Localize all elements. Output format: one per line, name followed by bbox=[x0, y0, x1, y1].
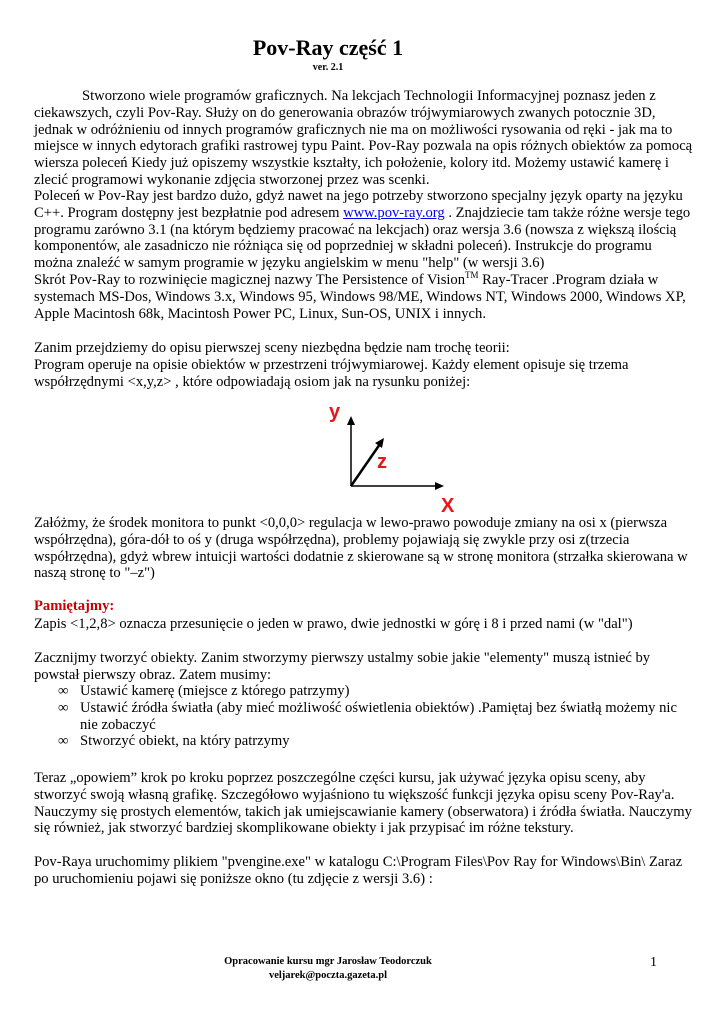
remember-heading: Pamiętajmy: bbox=[34, 598, 115, 614]
z-axis-line bbox=[351, 444, 380, 486]
commands-text-a: Poleceń w Pov-Ray jest bardzo dużo, gdyż nawet na jego potrzeby stworzono specjalny język oparty na języku C++. Program dostępny jest bezpłatnie pod adresem bbox=[34, 188, 683, 221]
bullet-mark: ∞ bbox=[58, 683, 69, 699]
bullet-mark: ∞ bbox=[58, 699, 69, 716]
z-axis-label: z bbox=[377, 451, 387, 473]
version-label: ver. 2.1 bbox=[312, 62, 344, 73]
intro-paragraph: Stworzono wiele programów graficznych. Na lekcjach Technologii Informacyjnej poznasz jeden z ciekawszych, czyli Pov-Ray. Służy on do generowania obrazów trójwymiarowych zwanych potocznie 3D, jednak w odróżnieniu od innych programów graficznych nie ma on możliwości rysowania od ręki - jak ma to miejsce w innych edytorach grafiki rastrowej typu Paint. Pov-Ray pozwala na opis różnych obiektów za pomocą wiersza poleceń Kiedy już opiszemy wszystkie kształty, ich położenie, kolory itd. Możemy ustawić kamerę i zlecić programowi wykonanie zdjęcia stworzonej przez was scenki. bbox=[34, 88, 693, 188]
trademark-sup: TM bbox=[465, 270, 479, 281]
x-axis-arrowhead bbox=[435, 482, 444, 490]
list-item: ∞ Ustawić kamerę (miejsce z którego patrzymy) bbox=[58, 683, 350, 699]
axes-diagram bbox=[314, 398, 464, 516]
commands-paragraph bbox=[34, 188, 694, 272]
povray-link[interactable]: www.pov-ray.org bbox=[343, 204, 445, 221]
y-axis-label: y bbox=[329, 401, 341, 423]
commands-text-b: . Znajdziecie tam także różne wersje tego programu zarówno 3.1 (na którym będziemy pracować na lekcjach) oraz wersja 3.6 (nowsza z większą ilością komponentów, ale zasadniczo nie różniąca się od poprzedniej w składni poleceń). Instrukcje do programu można znaleźć w samym programie w języku angielskim w menu "help" (w wersji 3.6) bbox=[34, 204, 691, 272]
page-number: 1 bbox=[650, 955, 657, 970]
theory-intro: Zanim przejdziemy do opisu pierwszej sceny niezbędna będzie nam trochę teorii: bbox=[34, 340, 510, 356]
coordinates-paragraph: Program operuje na opisie obiektów w przestrzeni trójwymiarowej. Każdy element opisuje się trzema współrzędnymi <x,y,z> , które odpowiadają osiom jak na rysunku poniżej: bbox=[34, 357, 629, 390]
y-axis-arrowhead bbox=[347, 416, 355, 425]
bullet-mark: ∞ bbox=[58, 733, 69, 750]
course-paragraph: Teraz „opowiem” krok po kroku poprzez poszczególne części kursu, jak używać języka opisu sceny, aby stworzyć swoją własną grafikę. Szczegółowo wyjaśniono tu większość funkcji języka opisu sceny Pov-Ray'a. Nauczymy się prostych elementów, takich jak umiejscawianie kamery (obserwatora) i źródła światła. Nauczymy się również, jak stworzyć bardziej skomplikowane obiekty i jak przypisać im różne tekstury. bbox=[34, 770, 692, 837]
footer-author: Opracowanie kursu mgr Jarosław Teodorczuk bbox=[224, 956, 432, 967]
name-text-b: Ray-Tracer .Program działa w systemach MS-Dos, Windows 3.x, Windows 95, Windows 98/ME, Windows NT, Windows 2000, Windows XP, Apple Macintosh 68k, Macintosh Power PC, Linux, Sun-OS, UNIX i innych. bbox=[34, 272, 686, 322]
requirements-list bbox=[58, 683, 694, 750]
launch-paragraph: Pov-Raya uruchomimy plikiem "pvengine.exe" w katalogu C:\Program Files\Pov Ray for Windows\Bin\ Zaraz po uruchomieniu pojawi się poniższe okno (tu zdjęcie z wersji 3.6) : bbox=[34, 854, 683, 887]
example-paragraph: Zapis <1,2,8> oznacza przesunięcie o jeden w prawo, dwie jednostki w górę i 8 i przed nami (w "dal") bbox=[34, 616, 633, 632]
page-title: Pov-Ray część 1 bbox=[252, 35, 404, 60]
name-text-a: Skrót Pov-Ray to rozwinięcie magicznej nazwy The Persistence of Vision bbox=[34, 272, 466, 288]
list-item: ∞ Ustawić źródła światła (aby mieć możliwość oświetlenia obiektów) .Pamiętaj bez światłą możemy nic nie zobaczyć bbox=[58, 699, 677, 733]
x-axis-label: X bbox=[441, 495, 455, 516]
origin-paragraph: Załóżmy, że środek monitora to punkt <0,0,0> regulacja w lewo-prawo powoduje zmiany na osi x (pierwsza współrzędna), góra-dół to oś y (druga współrzędna), problemy pojawiają się zwykle przy osi z(trzecia współrzędna), gdyż wbrew intuicji wartości dodatnie z skierowane są w stronę monitora (strzałka skierowana w naszą stronę to "–z") bbox=[34, 515, 688, 582]
name-paragraph bbox=[34, 272, 694, 322]
footer bbox=[0, 955, 690, 983]
footer-email: veljarek@poczta.gazeta.pl bbox=[268, 970, 388, 981]
objects-paragraph: Zacznijmy tworzyć obiekty. Zanim stworzymy pierwszy ustalmy sobie jakie "elementy" muszą istnieć by powstał pierwszy obraz. Zatem musimy: bbox=[34, 650, 651, 683]
list-item: ∞ Stworzyć obiekt, na który patrzymy bbox=[58, 733, 290, 750]
